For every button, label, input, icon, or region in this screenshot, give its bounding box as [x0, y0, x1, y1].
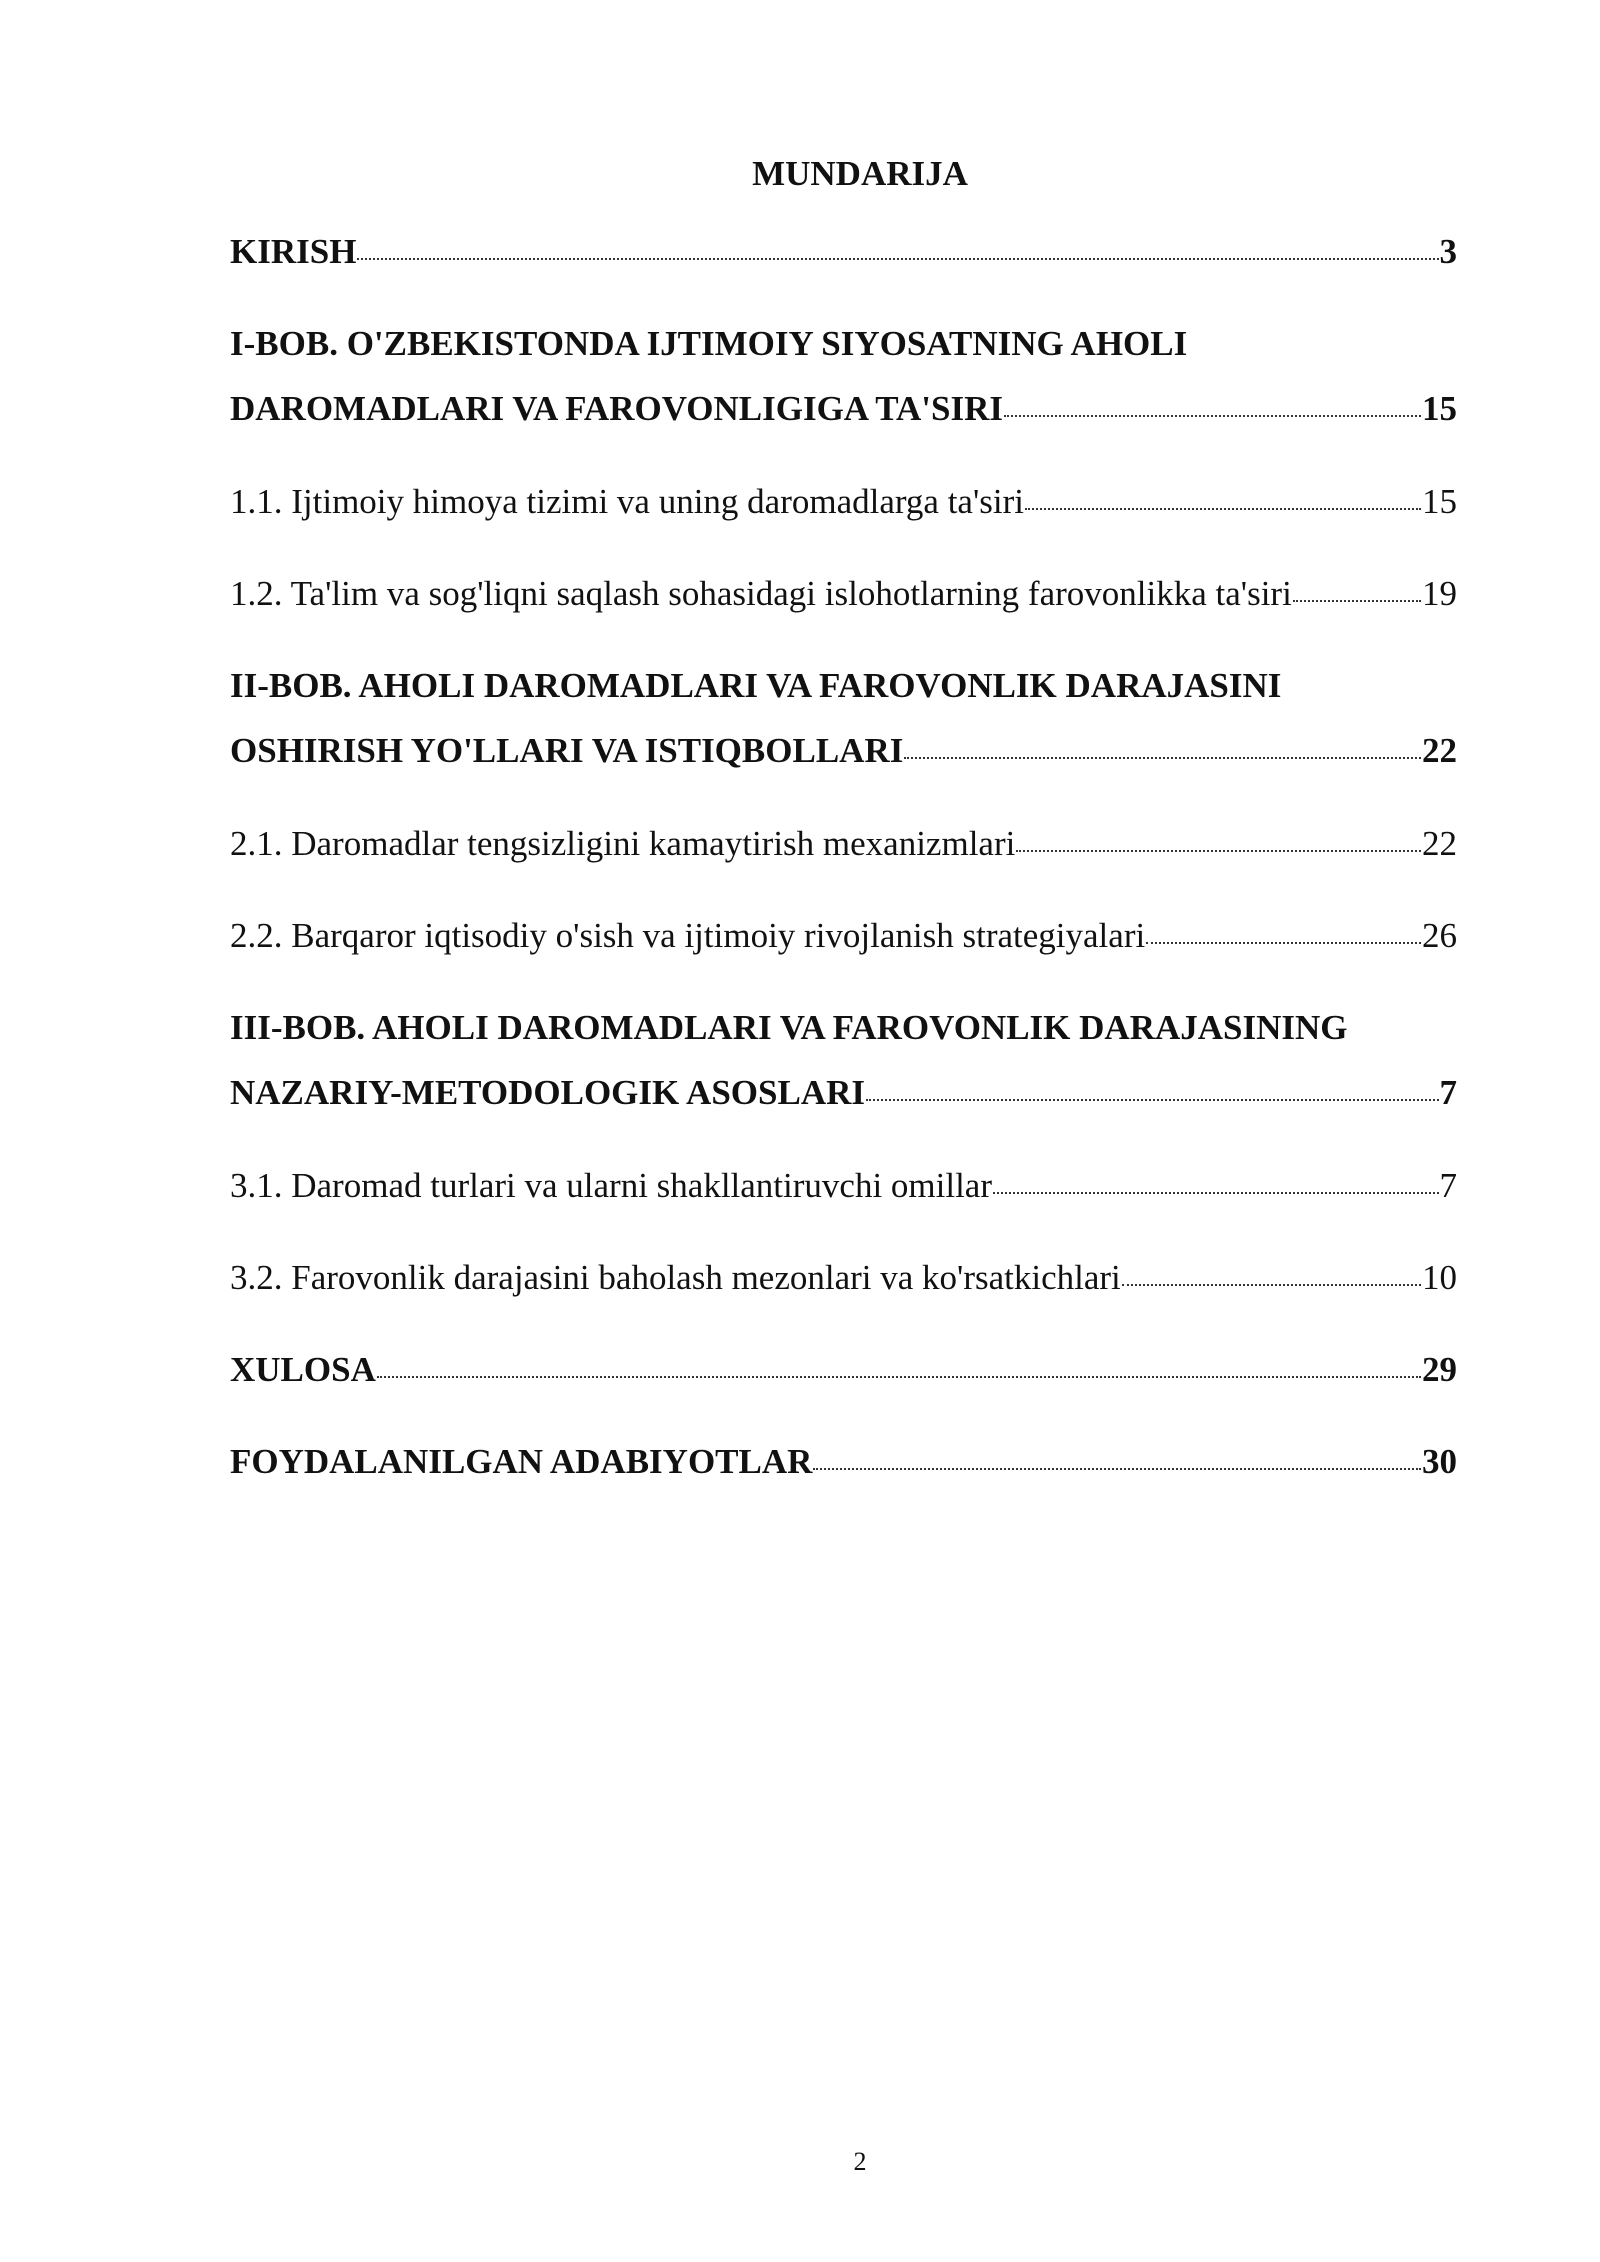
toc-entry-section-2-1[interactable] [230, 822, 1457, 866]
toc-entry-chapter-1[interactable] [230, 322, 1457, 431]
toc-entry-text-line1: III-BOB. AHOLI DAROMADLARI VA FAROVONLIK DARAJASINING [230, 1008, 1348, 1047]
dot-leader [1122, 1284, 1421, 1286]
dot-leader [813, 1468, 1421, 1470]
toc-entry-adabiyotlar[interactable] [230, 1440, 1457, 1484]
toc-entry-text: 3.1. Daromad turlari va ularni shakllantiruvchi omillar [230, 1166, 993, 1205]
toc-title: MUNDARIJA [752, 154, 968, 193]
toc-entry-text: KIRISH [230, 232, 357, 271]
toc-entry-kirish[interactable] [230, 230, 1457, 274]
toc-entry-text: 1.2. Ta'lim va sog'liqni saqlash sohasidagi islohotlarning farovonlikka ta'siri [230, 574, 1292, 613]
dot-leader [377, 1376, 1421, 1378]
toc-page-number: 15 [1422, 389, 1457, 428]
toc-entry-section-3-1[interactable] [230, 1164, 1457, 1208]
toc-page-number: 7 [1439, 1073, 1457, 1112]
dot-leader [1146, 942, 1421, 944]
toc-entry-section-1-1[interactable] [230, 480, 1457, 524]
toc-page-number: 22 [1422, 731, 1457, 770]
dot-leader [1016, 850, 1421, 852]
toc-page-number: 10 [1422, 1258, 1457, 1297]
toc-entry-text-line1: I-BOB. O'ZBEKISTONDA IJTIMOIY SIYOSATNING AHOLI [230, 324, 1188, 363]
dot-leader [866, 1099, 1438, 1101]
toc-entry-text: 3.2. Farovonlik darajasini baholash mezonlari va ko'rsatkichlari [230, 1258, 1121, 1297]
page-number: 2 [853, 2147, 867, 2176]
toc-page-number: 3 [1439, 232, 1457, 271]
toc-entry-text: NAZARIY-METODOLOGIK ASOSLARI [230, 1073, 866, 1112]
dot-leader [1293, 600, 1421, 602]
toc-entry-text: OSHIRISH YO'LLARI VA ISTIQBOLLARI [230, 731, 904, 770]
toc-entry-text: 1.1. Ijtimoiy himoya tizimi va uning daromadlarga ta'siri [230, 482, 1024, 521]
toc-entry-text: 2.2. Barqaror iqtisodiy o'sish va ijtimoiy rivojlanish strategiyalari [230, 916, 1146, 955]
toc-entry-text: XULOSA [230, 1350, 376, 1389]
toc-page-number: 22 [1422, 824, 1457, 863]
toc-entry-section-1-2[interactable] [230, 572, 1457, 616]
toc-page-number: 30 [1422, 1442, 1457, 1481]
toc-entry-text: DAROMADLARI VA FAROVONLIGIGA TA'SIRI [230, 389, 1003, 428]
toc-entry-text-line1: II-BOB. AHOLI DAROMADLARI VA FAROVONLIK DARAJASINI [230, 666, 1282, 705]
toc-entry-text: FOYDALANILGAN ADABIYOTLAR [230, 1442, 813, 1481]
toc-entry-section-2-2[interactable] [230, 914, 1457, 958]
dot-leader [1004, 415, 1421, 417]
toc-page-number: 19 [1422, 574, 1457, 613]
toc-page-number: 15 [1422, 482, 1457, 521]
toc-entry-text: 2.1. Daromadlar tengsizligini kamaytirish mexanizmlari [230, 824, 1016, 863]
toc-entry-xulosa[interactable] [230, 1348, 1457, 1392]
toc-entry-chapter-3[interactable] [230, 1006, 1457, 1115]
dot-leader [1025, 508, 1421, 510]
toc-page-number: 29 [1422, 1350, 1457, 1389]
toc-page-number: 26 [1422, 916, 1457, 955]
dot-leader [357, 258, 1438, 260]
toc-entry-section-3-2[interactable] [230, 1256, 1457, 1300]
toc-entry-chapter-2[interactable] [230, 664, 1457, 773]
dot-leader [904, 757, 1421, 759]
toc-page-number: 7 [1439, 1166, 1457, 1205]
dot-leader [993, 1192, 1438, 1194]
